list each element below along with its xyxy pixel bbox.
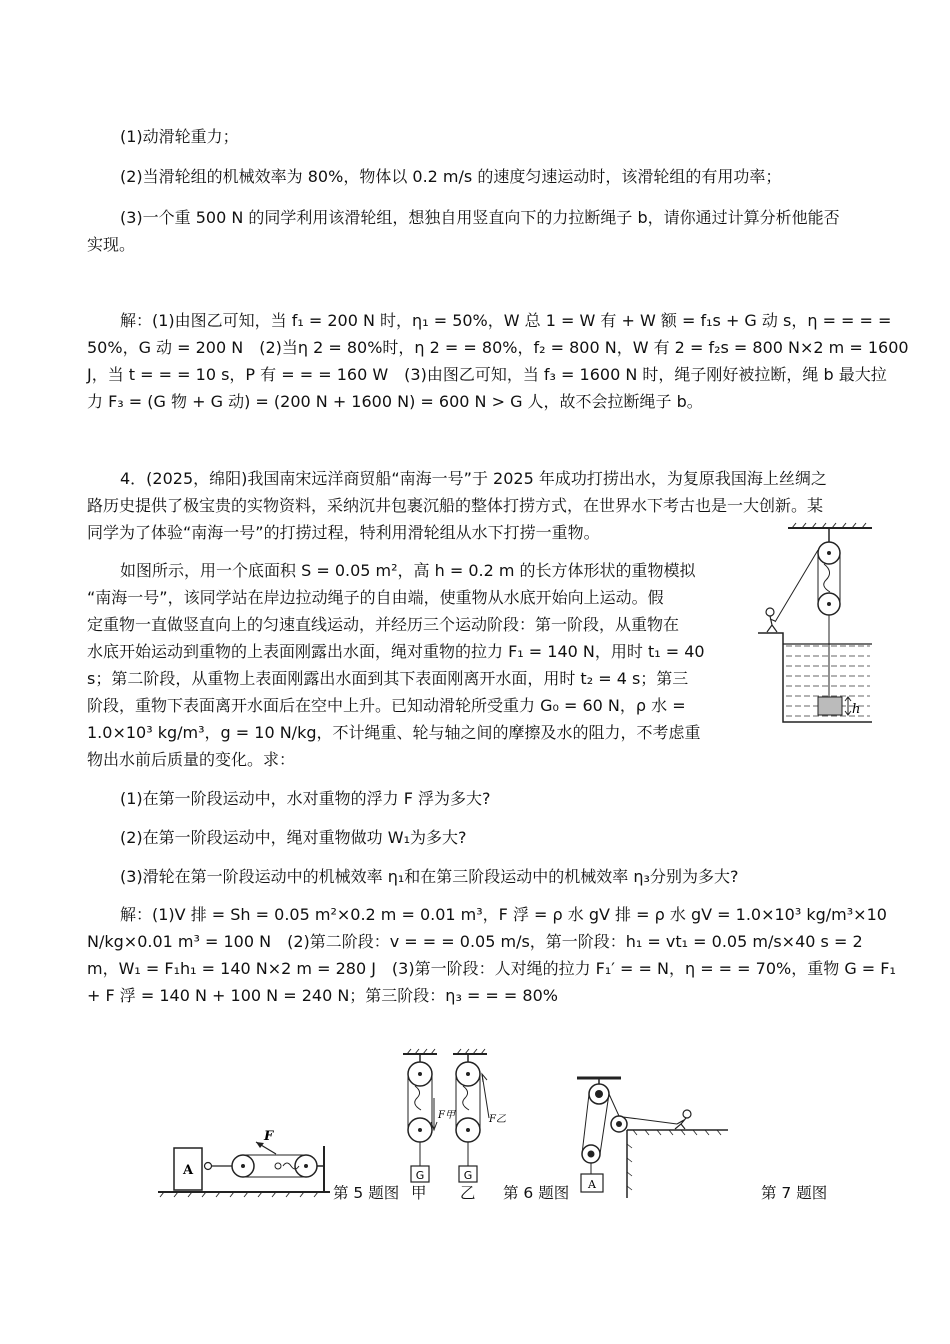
fig6-F-jia: F甲	[438, 1110, 455, 1121]
sol4-line2: N/kg×0.01 m³ = 100 N (2)第二阶段：v = = = 0.05 m/s，第一阶段：h₁ = vt₁ = 0.05 m/s×40 s = 2	[87, 932, 863, 951]
fig5-horizontal-pulley	[158, 1126, 330, 1198]
sol3-line3: J，当 t = = = 10 s，P 有 = = = 160 W (3)由图乙可知，当 f₃ = 1600 N 时，绳子刚好被拉断，绳 b 最大拉	[87, 365, 887, 384]
fig6-G-jia: G	[415, 1169, 425, 1182]
fig6-F-yi: F乙	[489, 1114, 506, 1125]
q4-line3: 同学为了体验“南海一号”的打捞过程，特利用滑轮组从水下打捞一重物。	[87, 523, 600, 542]
q4-stem-1: 如图所示，用一个底面积 S = 0.05 m²，高 h = 0.2 m 的长方体形状的重物模拟	[120, 561, 696, 580]
fig5-caption: 第 5 题图	[333, 1184, 400, 1202]
sol3-line4: 力 F₃ = (G 物 + G 动) = (200 N + 1600 N) = 600 N > G 人，故不会拉断绳子 b。	[87, 392, 703, 411]
q3-sub1: (1)动滑轮重力；	[120, 127, 239, 146]
fig6-caption: 第 6 题图	[503, 1184, 570, 1202]
q4-line2: 路历史提供了极宝贵的实物资料，采纳沉井包裹沉船的整体打捞方式，在世界水下考古也是一大创新。某	[87, 496, 824, 515]
q4-stem-5: s；第二阶段，从重物上表面刚露出水面到其下表面刚离开水面，用时 t₂ = 4 s；第三	[87, 669, 689, 688]
q4-sub3: (3)滑轮在第一阶段运动中的机械效率 η₁和在第三阶段运动中的机械效率 η₃分别为多大?	[120, 867, 739, 886]
q4-stem-2: “南海一号”，该同学站在岸边拉动绳子的自由端，使重物从水底开始向上运动。假	[87, 588, 664, 607]
q4-sub1: (1)在第一阶段运动中，水对重物的浮力 F 浮为多大?	[120, 789, 491, 808]
sol4-line4: + F 浮 = 140 N + 100 N = 240 N；第三阶段：η₃ = = = 80%	[87, 986, 558, 1005]
fig7-block-A-label: A	[588, 1178, 596, 1191]
fig6-yi-label: 乙	[460, 1184, 476, 1202]
q4-stem-6: 阶段，重物下表面离开水面后在空中上升。已知动滑轮所受重力 G₀ = 60 N，ρ 水 =	[87, 696, 686, 715]
fig6-jia-label: 甲	[411, 1184, 427, 1202]
sol3-line1: 解：(1)由图乙可知，当 f₁ = 200 N 时，η₁ = 50%，W 总 1 = W 有 + W 额 = f₁s + G 动 s，η = = = =	[120, 311, 892, 330]
fig6-pulley-pair	[397, 1048, 517, 1190]
fig7-pulley-bank	[573, 1074, 733, 1198]
fig4-h-label: h	[852, 702, 861, 717]
q4-stem-4: 水底开始运动到重物的上表面刚露出水面，绳对重物的拉力 F₁ = 140 N，用时 t₁ = 40	[87, 642, 705, 661]
q3-sub3-line1: (3)一个重 500 N 的同学利用该滑轮组，想独自用竖直向下的力拉断绳子 b，请你通过计算分析他能否	[120, 208, 840, 227]
fig5-F-label: F	[264, 1129, 274, 1144]
q3-sub3-line2: 实现。	[87, 235, 136, 254]
fig7-caption: 第 7 题图	[761, 1184, 828, 1202]
q4-line1: 4．(2025，绵阳)我国南宋远洋商贸船“南海一号”于 2025 年成功打捞出水，为复原我国海上丝绸之	[120, 469, 827, 488]
q4-sub2: (2)在第一阶段运动中，绳对重物做功 W₁为多大?	[120, 828, 467, 847]
q4-pulley-water-figure	[758, 522, 874, 728]
fig6-G-yi: G	[463, 1169, 473, 1182]
q4-stem-3: 定重物一直做竖直向上的匀速直线运动，并经历三个运动阶段：第一阶段，从重物在	[87, 615, 680, 634]
sol3-line2: 50%，G 动 = 200 N (2)当η 2 = 80%时，η 2 = = 80%，f₂ = 800 N，W 有 2 = f₂s = 800 N×2 m = 1600	[87, 338, 909, 357]
fig5-block-A-label: A	[182, 1163, 194, 1178]
q4-stem-8: 物出水前后质量的变化。求：	[87, 750, 296, 769]
q4-stem-7: 1.0×10³ kg/m³，g = 10 N/kg，不计绳重、轮与轴之间的摩擦及水的阻力，不考虑重	[87, 723, 701, 742]
q3-sub2: (2)当滑轮组的机械效率为 80%，物体以 0.2 m/s 的速度匀速运动时，该滑轮组的有用功率；	[120, 167, 782, 186]
sol4-line1: 解：(1)V 排 = Sh = 0.05 m²×0.2 m = 0.01 m³，F 浮 = ρ 水 gV 排 = ρ 水 gV = 1.0×10³ kg/m³×10	[120, 905, 887, 924]
sol4-line3: m，W₁ = F₁h₁ = 140 N×2 m = 280 J (3)第一阶段：人对绳的拉力 F₁′ = = N，η = = = 70%，重物 G = F₁	[87, 959, 896, 978]
